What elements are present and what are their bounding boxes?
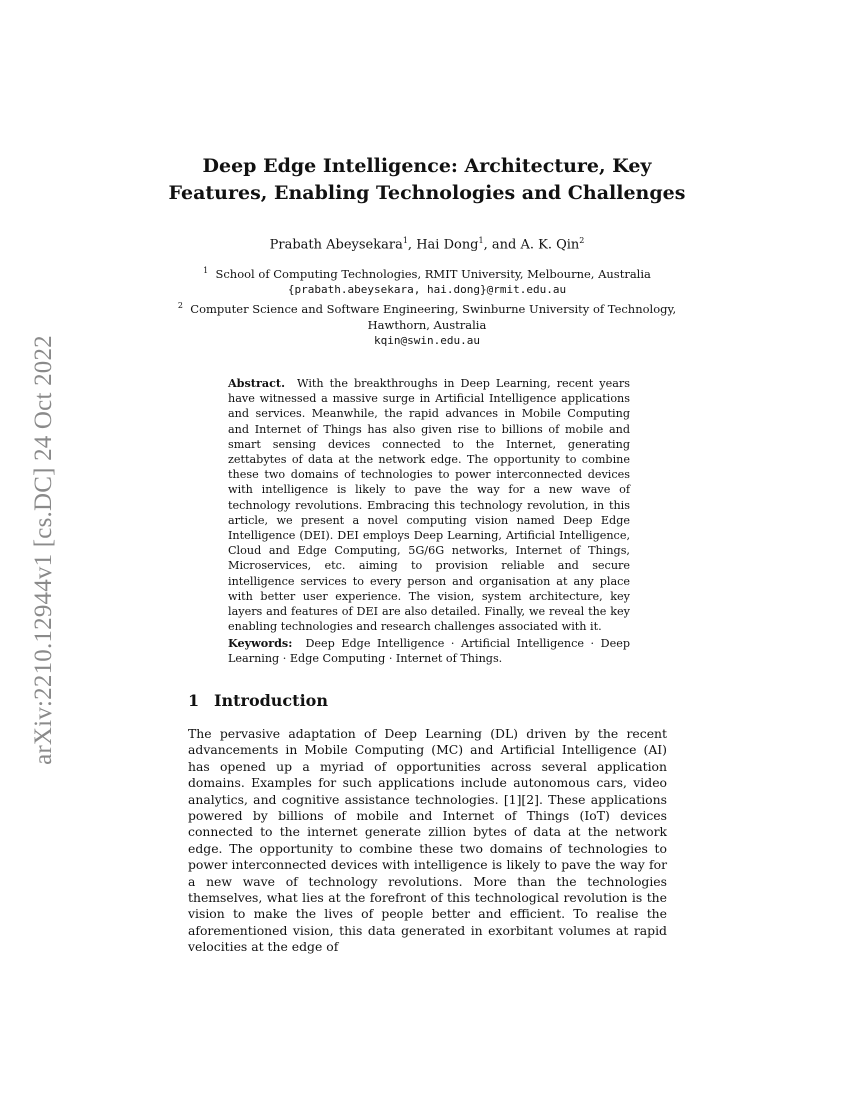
affiliation-1 <box>160 263 694 282</box>
keywords-text: Deep Edge Intelligence · Artificial Intelligence · Deep Learning · Edge Computing · Internet of Things. <box>228 637 630 666</box>
affiliation-mark: 2 <box>177 300 183 310</box>
section-number: 1 <box>188 691 200 710</box>
arxiv-identifier-stamp: arXiv:2210.12944v1 [cs.DC] 24 Oct 2022 <box>30 335 57 765</box>
affiliation-text: Computer Science and Software Engineering, Swinburne University of Technology, Hawthorn, Australia <box>190 301 677 332</box>
abstract-label: Abstract. <box>228 376 285 390</box>
author-separator: , and <box>483 237 521 253</box>
affiliation-email: kqin@swin.edu.au <box>374 333 480 347</box>
author-separator: , <box>407 237 417 253</box>
introduction-paragraph: The pervasive adaptation of Deep Learning (DL) driven by the recent advancements in Mobile Computing (MC) and Artificial Intelligence (AI) has opened up a myriad of opportunities across several application domains. Examples for such applications include autonomous cars, video analytics, and cognitive assistance technologies. [1][2]. These applications powered by billions of mobile and Internet of Things (IoT) devices connected to the internet generate zillion bytes of data at the network edge. The opportunity to combine these two domains of technologies to power interconnected devices with intelligence is likely to pave the way for a new wave of technology revolutions. More than the technologies themselves, what lies at the forefront of this technological revolution is the vision to make the lives of people better and efficient. To realise the aforementioned vision, this data generated in exorbitant volumes at rapid velocities at the edge of <box>188 726 667 955</box>
paper-title: Deep Edge Intelligence: Architecture, Key Features, Enabling Technologies and Challenges <box>168 155 686 204</box>
author-name: A. K. Qin <box>520 237 580 253</box>
author-affiliation-mark: 1 <box>478 236 484 245</box>
affiliation-email: {prabath.abeysekara, hai.dong}@rmit.edu.au <box>287 282 567 296</box>
author-name: Prabath Abeysekara <box>269 237 403 253</box>
author-name: Hai Dong <box>416 237 479 253</box>
keywords-label: Keywords: <box>228 636 293 650</box>
affiliation-2 <box>160 298 694 333</box>
affiliation-text: School of Computing Technologies, RMIT University, Melbourne, Australia <box>215 266 651 281</box>
abstract-text: With the breakthroughs in Deep Learning, recent years have witnessed a massive surge in Artificial Intelligence applications and services. Meanwhile, the rapid advances in Mobile Computing and Internet of Things has also given rise to billions of mobile and smart sensing devices connected to the Internet, generating zettabytes of data at the network edge. The opportunity to combine these two domains of technologies to power interconnected devices with intelligence is likely to pave the way for a new wave of technology revolutions. Embracing this technology revolution, in this article, we present a novel computing vision named Deep Edge Intelligence (DEI). DEI employs Deep Learning, Artificial Intelligence, Cloud and Edge Computing, 5G/6G networks, Internet of Things, Microservices, etc. aiming to provision reliable and secure intelligence services to every person and organisation at any place with better user experience. The vision, system architecture, key layers and features of DEI are also detailed. Finally, we reveal the key enabling technologies and research challenges associated with it. <box>228 377 630 634</box>
author-affiliation-mark: 2 <box>579 236 585 245</box>
keywords <box>228 636 630 666</box>
author-affiliation-mark: 1 <box>402 236 408 245</box>
abstract <box>228 376 630 634</box>
section-heading <box>188 690 328 712</box>
affiliation-block <box>160 263 694 349</box>
affiliation-mark: 1 <box>203 266 209 275</box>
author-list <box>150 232 704 254</box>
section-title: Introduction <box>214 691 328 710</box>
